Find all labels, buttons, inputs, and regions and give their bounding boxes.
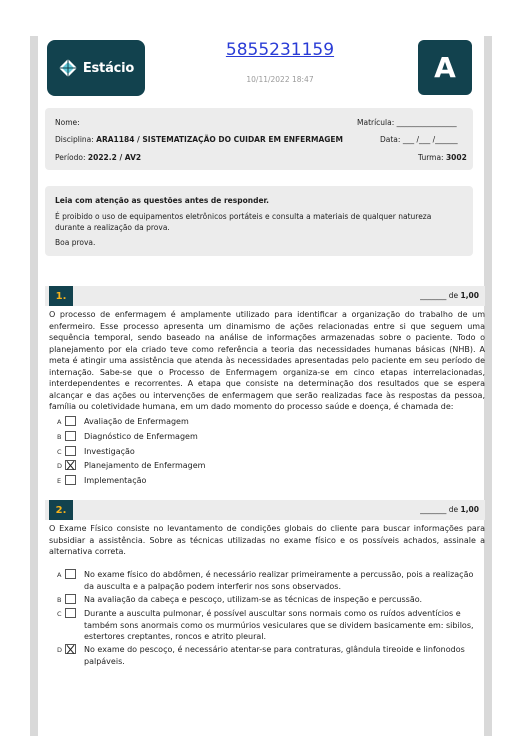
option-checkbox[interactable] <box>65 594 76 604</box>
logo-text: Estácio <box>82 60 135 76</box>
option-checkbox-checked[interactable] <box>65 460 76 470</box>
question-number: 2. <box>49 500 73 520</box>
disciplina-label: Disciplina: <box>55 135 94 144</box>
option-letter: A <box>57 418 62 426</box>
question-1-option-c[interactable] <box>57 446 477 459</box>
option-letter: B <box>57 596 62 604</box>
instructions-closing: Boa prova. <box>55 238 96 247</box>
score-value: 1,00 <box>460 291 479 300</box>
option-checkbox-checked[interactable] <box>65 644 76 654</box>
option-letter: B <box>57 433 62 441</box>
question-1-option-e[interactable] <box>57 475 477 488</box>
question-1-option-d[interactable] <box>57 460 477 473</box>
score-value: 1,00 <box>460 505 479 514</box>
question-score <box>420 291 479 300</box>
question-1-header <box>45 286 485 306</box>
question-2-option-b[interactable] <box>57 594 477 607</box>
option-text: No exame do pescoço, é necessário atentar-se para contraturas, glândula tireoide e linfonodos palpáveis. <box>84 645 465 666</box>
option-text: Na avaliação da cabeça e pescoço, utilizam-se as técnicas de inspeção e percussão. <box>84 595 423 604</box>
option-text: Diagnóstico de Enfermagem <box>84 432 198 441</box>
right-margin-bar <box>484 36 492 736</box>
question-2-text: O Exame Físico consiste no levantamento de condições globais do cliente para buscar informações para subsidiar a assistência. Sobre as técnicas utilizadas no exame físico e os possíveis achados, assinale a alternativa correta. <box>49 524 485 556</box>
question-2-option-a[interactable] <box>57 569 477 592</box>
option-letter: C <box>57 610 62 618</box>
periodo-label: Período: <box>55 153 86 162</box>
option-letter: D <box>57 646 63 654</box>
question-score <box>420 505 479 514</box>
score-label: de <box>448 291 459 300</box>
question-2-header <box>45 500 485 520</box>
data-blank: ___ /___ /______ <box>402 135 458 144</box>
option-checkbox[interactable] <box>65 569 76 579</box>
option-letter: C <box>57 448 62 456</box>
option-checkbox[interactable] <box>65 446 76 456</box>
name-label: Nome: <box>55 118 80 127</box>
option-checkbox[interactable] <box>65 475 76 485</box>
question-2-option-d[interactable] <box>57 644 477 667</box>
option-letter: D <box>57 462 63 470</box>
instructions-text: É proibido o uso de equipamentos eletrônicos portáteis e consulta a materiais de qualquer natureza durante a realização da prova. <box>55 212 432 232</box>
turma-field <box>418 153 467 162</box>
disciplina-field <box>55 135 343 144</box>
question-1-text: O processo de enfermagem é amplamente utilizado para identificar a organização do trabalho de um enfermeiro. Esse processo apresenta um dinamismo de ações relacionadas entre si que seguem uma sequência temporal, sendo baseado na análise de informações armazenadas sobre o paciente. Todo o planejamento por ela criado teve como referência a teoria das necessidades humanas básicas (NHB). A meta é atingir uma assistência que atenda às necessidades apresentadas pelo paciente em seu período de internação. Sabe-se que o Processo de Enfermagem organiza-se em cinco etapas interrelacionadas, interdependentes e recorrentes. A etapa que consiste na determinação dos resultados que se espera alcançar e das ações ou intervenções de enfermagem que serão realizadas face às respostas da pessoa, família ou coletividade humana, em um dado momento do processo saúde e doença, é chamada de: <box>49 310 485 411</box>
document-timestamp: 10/11/2022 18:47 <box>246 75 314 84</box>
matricula-label: Matrícula: <box>357 118 395 127</box>
score-label: de <box>448 505 459 514</box>
option-checkbox[interactable] <box>65 608 76 618</box>
question-1-option-a[interactable] <box>57 416 477 429</box>
periodo-value: 2022.2 / AV2 <box>87 153 142 162</box>
score-blank: _______ <box>420 291 447 300</box>
question-number: 1. <box>49 286 73 306</box>
estacio-star-icon <box>58 58 78 78</box>
option-text: Durante a ausculta pulmonar, é possível auscultar sons normais como os ruídos adventícios e também sons anormais como os murmúrios vesiculares que se dividem basicamente em: sibilos, estertores creptantes, roncos e atrito pleural. <box>84 609 474 641</box>
score-blank: _______ <box>420 505 447 514</box>
exam-version-badge: A <box>418 40 472 95</box>
question-1-option-b[interactable] <box>57 431 477 444</box>
option-checkbox[interactable] <box>65 431 76 441</box>
turma-value: 3002 <box>445 153 467 162</box>
option-text: Implementação <box>84 476 147 485</box>
left-margin-bar <box>30 36 38 736</box>
student-info-box <box>45 108 473 170</box>
instructions-box <box>45 186 473 256</box>
estacio-logo <box>47 40 145 96</box>
option-checkbox[interactable] <box>65 416 76 426</box>
option-text: Avaliação de Enfermagem <box>84 417 189 426</box>
matricula-blank: ________________ <box>396 118 457 127</box>
data-field <box>380 135 458 144</box>
option-letter: A <box>57 571 62 579</box>
data-label: Data: <box>380 135 401 144</box>
option-text: No exame físico do abdômen, é necessário realizar primeiramente a percussão, pois a realização da ausculta e a palpação podem interferir nos sons observados. <box>84 570 474 591</box>
option-text: Planejamento de Enfermagem <box>84 461 206 470</box>
disciplina-value: ARA1184 / SISTEMATIZAÇÃO DO CUIDAR EM ENFERMAGEM <box>96 135 343 144</box>
option-letter: E <box>57 477 62 485</box>
matricula-field <box>357 118 457 127</box>
question-2-option-c[interactable] <box>57 608 477 643</box>
instructions-title: Leia com atenção as questões antes de responder. <box>55 196 270 205</box>
turma-label: Turma: <box>418 153 444 162</box>
option-text: Investigação <box>84 447 135 456</box>
periodo-field <box>55 153 141 162</box>
document-id-link[interactable]: 5855231159 <box>225 40 335 60</box>
